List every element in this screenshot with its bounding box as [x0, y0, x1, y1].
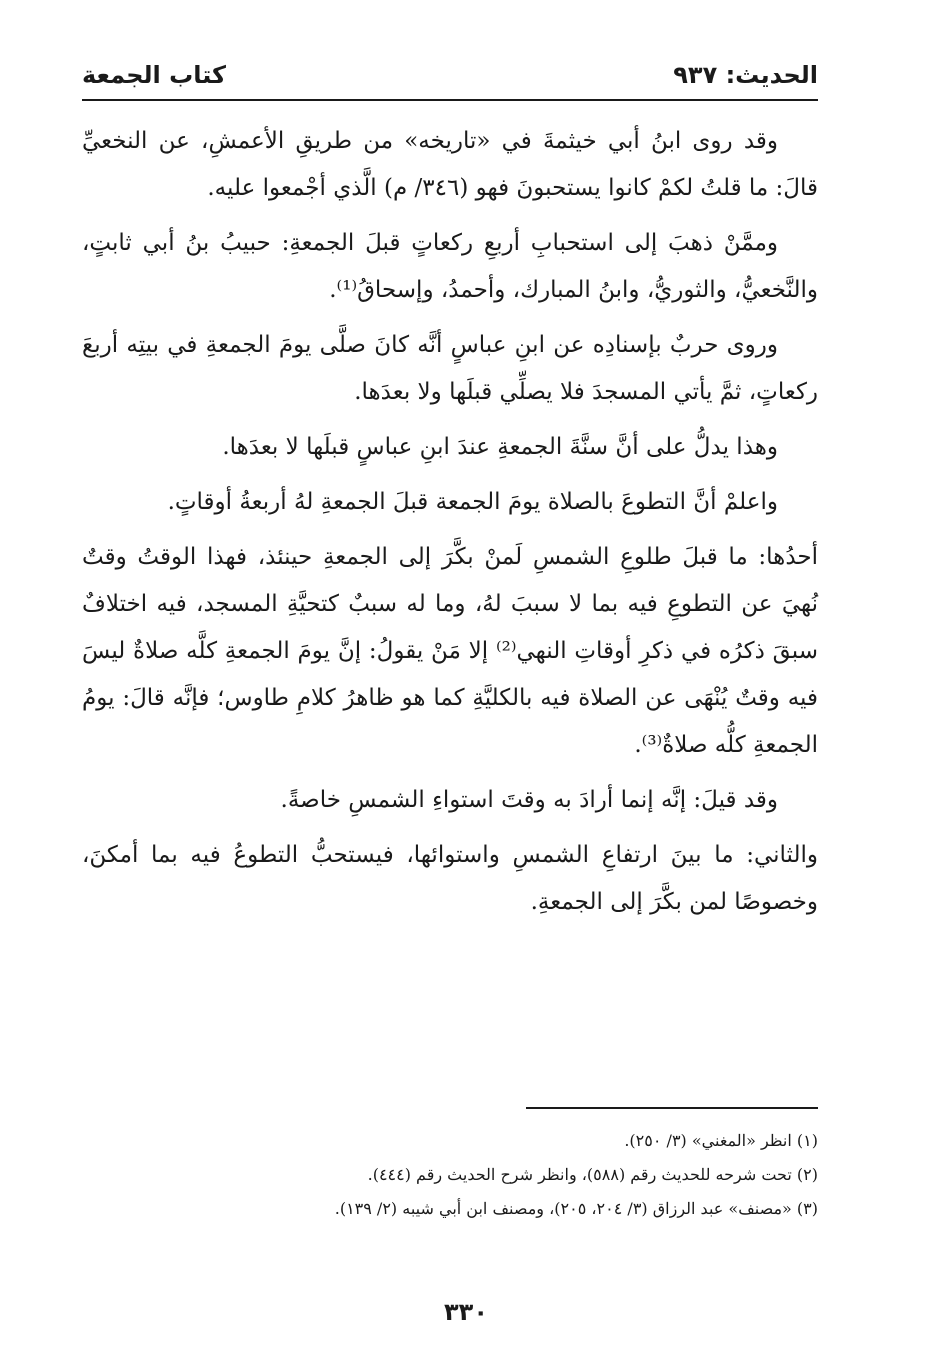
paragraph: وروى حربٌ بإسنادِه عن ابنِ عباسٍ أنَّه كانَ صلَّى يومَ الجمعةِ في بيتِه أربعَ ركعاتٍ، ثمَّ يأتي المسجدَ فلا يصلِّي قبلَها ولا بعدَها.	[82, 332, 818, 405]
footnotes	[82, 1124, 818, 1226]
paragraph: وهذا يدلُّ على أنَّ سنَّةَ الجمعةِ عندَ ابنِ عباسٍ قبلَها لا بعدَها.	[222, 434, 778, 460]
page-number: ٣٣٠	[444, 1298, 488, 1326]
paragraph: واعلمْ أنَّ التطوعَ بالصلاة يومَ الجمعة قبلَ الجمعةِ لهُ أربعةُ أوقاتٍ.	[167, 489, 778, 515]
paragraph: أحدُها: ما قبلَ طلوعِ الشمسِ لَمنْ بكَّرَ إلى الجمعةِ حينئذ، فهذا الوقتُ وقتٌ نُهيَ عن التطوعِ فيه بما لا سببَ لهُ، وما له سببٌ كتحيَّةِ المسجد، فيه اختلافٌ سبقَ ذكرُه في ذكرِ أوقاتِ النهي⁽²⁾ إلا مَنْ يقولُ: إنَّ يومَ الجمعةِ كلَّه صلاةٌ ليسَ فيه وقتٌ يُنْهَى عن الصلاة فيه بالكليَّةِ كما هو ظاهرُ كلامِ طاوس؛ فإنَّه قالَ: يومُ الجمعةِ كلُّه صلاةٌ⁽³⁾.	[82, 544, 818, 758]
footnote: (١) انظر «المغني» (٣/ ٢٥٠).	[624, 1131, 818, 1150]
paragraph: وقد قيلَ: إنَّه إنما أرادَ به وقتَ استواءِ الشمسِ خاصةً.	[280, 787, 778, 813]
hadith-number-label: الحديث: ٩٣٧	[673, 61, 818, 89]
running-header	[82, 58, 818, 98]
paragraph: والثاني: ما بينَ ارتفاعِ الشمسِ واستوائها، فيستحبُّ التطوعُ فيه بما أمكنَ، وخصوصًا لمن بكَّرَ إلى الجمعةِ.	[82, 842, 818, 915]
footnote: (٢) تحت شرحه للحديث رقم (٥٨٨)، وانظر شرح الحديث رقم (٤٤٤).	[367, 1165, 818, 1184]
footnote-divider	[526, 1107, 818, 1109]
book-title: كتاب الجمعة	[82, 61, 226, 89]
footnote: (٣) «مصنف» عبد الرزاق (٣/ ٢٠٤، ٢٠٥)، ومصنف ابن أبي شيبه (٢/ ١٣٩).	[334, 1199, 818, 1218]
paragraph: وقد روى ابنُ أبي خيثمةَ في «تاريخه» من طريقِ الأعمشِ، عن النخعيِّ قالَ: ما قلتُ لكمْ كانوا يستحبونَ فهو (٣٤٦/ م) الَّذي أجْمعوا عليه.	[82, 128, 818, 201]
header-divider	[82, 99, 818, 101]
main-text	[82, 118, 818, 934]
paragraph: وممَّنْ ذهبَ إلى استحبابِ أربعِ ركعاتٍ قبلَ الجمعةِ: حبيبُ بنُ أبي ثابتٍ، والنَّخعيُّ، والثوريُّ، وابنُ المبارك، وأحمدُ، وإسحاقُ⁽¹⁾.	[82, 230, 818, 303]
